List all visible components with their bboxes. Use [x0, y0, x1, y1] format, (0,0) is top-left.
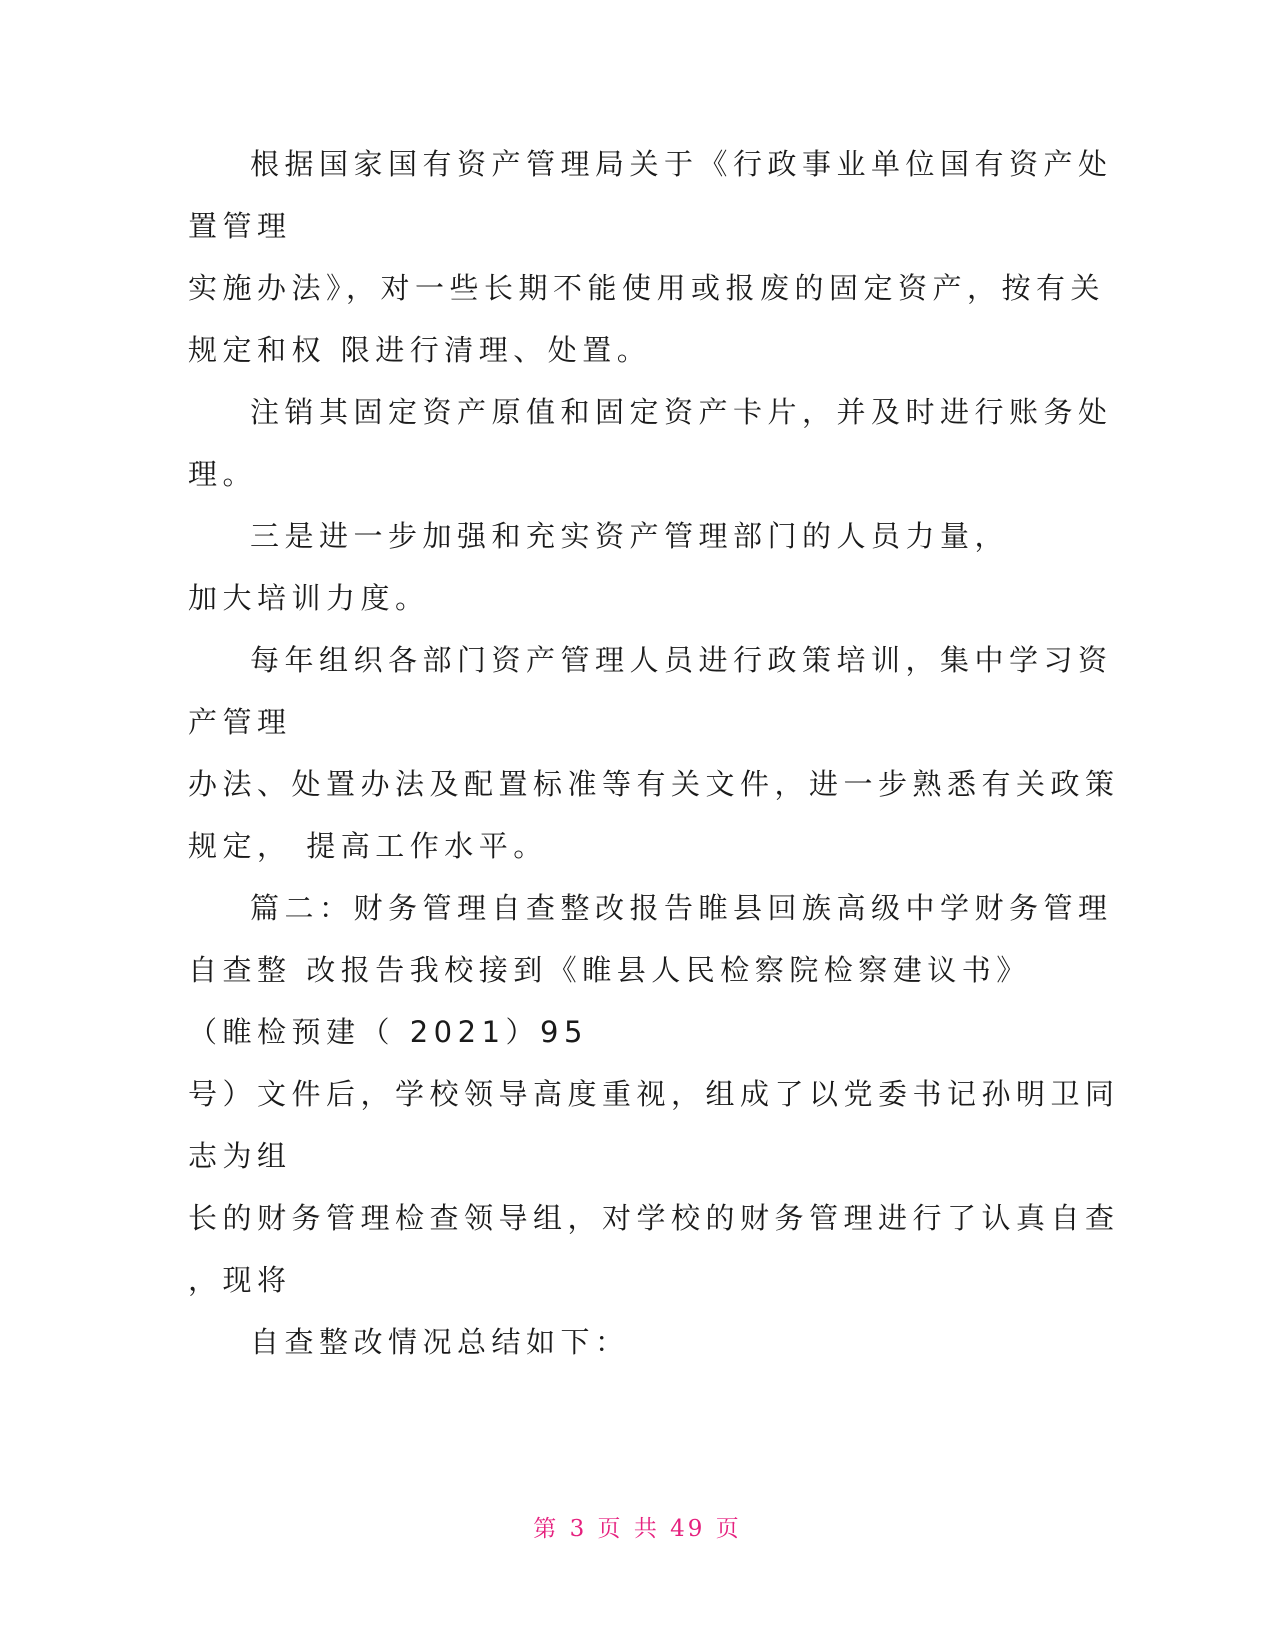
- footer-suffix: 页: [715, 1516, 742, 1542]
- text-line: 每年组织各部门资产管理人员进行政策培训，集中学习资: [250, 643, 1113, 677]
- current-page-number: 3: [569, 1516, 588, 1542]
- text-line: （睢检预建（ 2021）95: [188, 1015, 588, 1049]
- total-page-count: 49: [670, 1516, 706, 1542]
- text-line: 办法、处置办法及配置标准等有关文件，进一步熟悉有关政策: [188, 767, 1120, 801]
- text-line: 根据国家国有资产管理局关于《行政事业单位国有资产处: [250, 147, 1113, 181]
- text-line: 规定和权 限进行清理、处置。: [188, 333, 652, 367]
- text-line: 产管理: [188, 705, 292, 739]
- text-line: 三是进一步加强和充实资产管理部门的人员力量，: [250, 519, 1010, 553]
- text-line: 志为组: [188, 1139, 292, 1173]
- text-line: 规定， 提高工作水平。: [188, 829, 548, 863]
- text-line: 自查整改情况总结如下：: [250, 1325, 630, 1359]
- page-footer: [0, 1510, 1275, 1543]
- text-line: 号）文件后，学校领导高度重视，组成了以党委书记孙明卫同: [188, 1077, 1120, 1111]
- text-line: 理。: [188, 457, 258, 491]
- text-line: 注销其固定资产原值和固定资产卡片，并及时进行账务处: [250, 395, 1113, 429]
- footer-prefix: 第: [533, 1516, 560, 1542]
- text-line: 加大培训力度。: [188, 581, 430, 615]
- text-line: 置管理: [188, 209, 292, 243]
- text-line: 篇二：财务管理自查整改报告睢县回族高级中学财务管理: [250, 891, 1113, 925]
- text-line: 长的财务管理检查领导组，对学校的财务管理进行了认真自查: [188, 1201, 1120, 1235]
- footer-middle: 页 共: [597, 1516, 660, 1542]
- text-line: 实施办法》，对一些长期不能使用或报废的固定资产，按有关: [188, 271, 1106, 305]
- text-line: 自查整 改报告我校接到《睢县人民检察院检察建议书》: [188, 953, 1031, 987]
- text-line: ，现将: [188, 1263, 292, 1297]
